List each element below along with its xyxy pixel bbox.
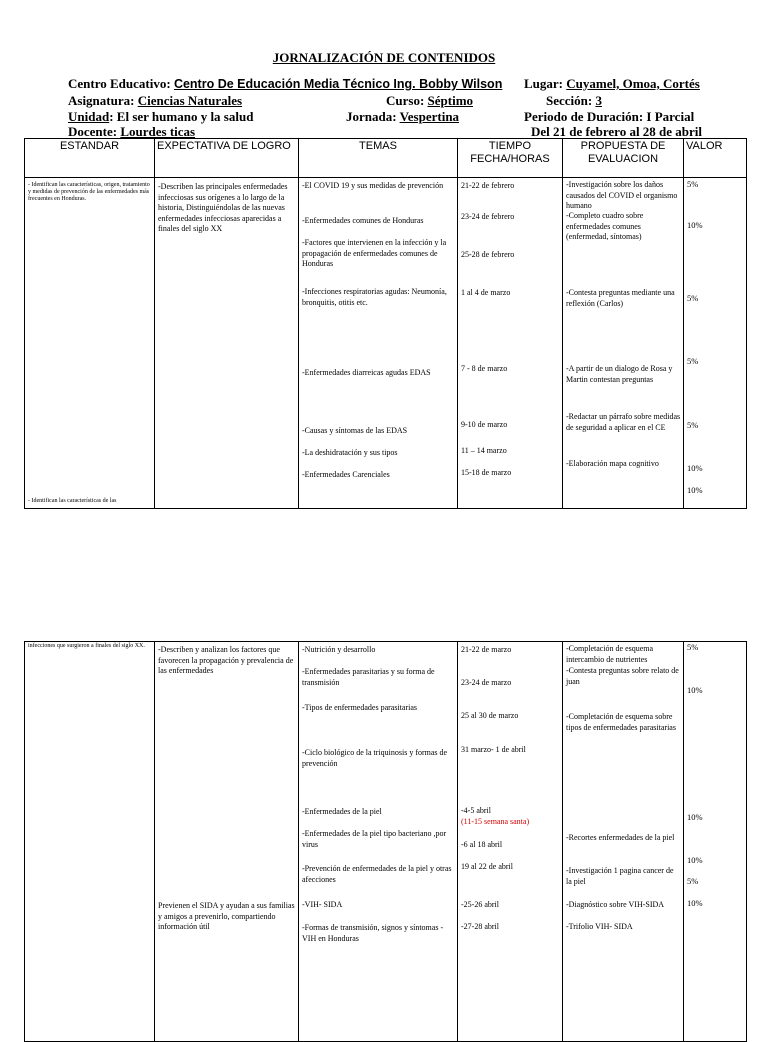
temas-cell	[299, 178, 458, 509]
jornada-value: Vespertina	[399, 109, 460, 124]
expectativa-text: Previenen el SIDA y ayudan a sus familias y amigos a prevenirlo, compartiendo información útil	[158, 901, 295, 931]
tiempo-item: 15-18 de marzo	[461, 468, 512, 477]
valor-cell	[684, 642, 747, 1042]
tema-item: -VIH- SIDA	[302, 900, 343, 909]
valor-item: 10%	[687, 685, 703, 695]
seccion-label: Sección:	[546, 93, 593, 108]
col-propuesta: PROPUESTA DE EVALUACION	[563, 139, 684, 178]
unidad	[68, 109, 253, 125]
valor-cell	[684, 178, 747, 509]
tiempo-item: 25-28 de febrero	[461, 250, 515, 259]
col-estandar: ESTANDAR	[25, 139, 155, 178]
asignatura-label: Asignatura:	[68, 93, 135, 108]
docente-value: Lourdes ticas	[120, 124, 196, 139]
tiempo-item: 21-22 de febrero	[461, 181, 515, 190]
valor-item: 10%	[687, 220, 703, 230]
curso-label: Curso:	[386, 93, 425, 108]
expectativa-text: -Describen las principales enfermedades infecciosas sus orígenes a lo largo de la historia, Distinguiéndolas de las nuevas enfermedades infecciosas aparecidas a finales del siglo XX	[158, 182, 288, 233]
curso	[386, 93, 473, 109]
estandar-text: - Identifican las características de las	[28, 498, 117, 504]
lugar-label: Lugar:	[524, 76, 563, 91]
jornada-label: Jornada:	[346, 109, 397, 124]
expectativa-cell	[155, 178, 299, 509]
tiempo-item: 31 marzo- 1 de abril	[461, 745, 526, 754]
tiempo-item: 9-10 de marzo	[461, 420, 508, 429]
propuesta-item: -Completación de esquema sobre tipos de enfermedades parasitarias	[566, 712, 676, 732]
valor-item: 10%	[687, 812, 703, 822]
unidad-label: Unidad	[68, 109, 110, 124]
tiempo-cell	[458, 642, 563, 1042]
valor-item: 5%	[687, 293, 699, 303]
expectativa-cell	[155, 642, 299, 1042]
tiempo-item: 23-24 de marzo	[461, 678, 512, 687]
tema-item: -Enfermedades comunes de Honduras	[302, 216, 424, 225]
tema-item: -Infecciones respiratorias agudas: Neumonía, bronquitis, otitis etc.	[302, 287, 447, 307]
tiempo-item: 21-22 de marzo	[461, 645, 512, 654]
tiempo-item: -6 al 18 abril	[461, 840, 503, 849]
header-row	[25, 139, 747, 178]
table-row	[25, 642, 747, 1042]
valor-item: 5%	[687, 179, 699, 189]
tema-item: -Ciclo biológico de la triquinosis y formas de prevención	[302, 748, 448, 768]
seccion-value: 3	[595, 93, 602, 108]
propuesta-item: -Elaboración mapa cognitivo	[566, 459, 659, 468]
tema-item: -Factores que intervienen en la infección y la propagación de enfermedades comunes de Honduras	[302, 238, 447, 268]
tiempo-item: -27-28 abril	[461, 922, 499, 931]
estandar-text: - Identifican las características, origen, tratamiento y medidas de prevención de las enfermedades más frecuentes en Honduras.	[28, 182, 150, 202]
propuesta-cell	[563, 178, 684, 509]
col-temas: TEMAS	[299, 139, 458, 178]
tema-item: -Enfermedades de la piel	[302, 807, 382, 816]
tema-item: -Enfermedades diarreicas agudas EDAS	[302, 368, 431, 377]
centro-educativo	[68, 76, 502, 92]
expectativa-text: -Describen y analizan los factores que favorecen la propagación y prevalencia de las enfermedades	[158, 645, 294, 675]
tiempo-item: 1 al 4 de marzo	[461, 288, 511, 297]
propuesta-item: -Redactar un párrafo sobre medidas de seguridad a aplicar en el CE	[566, 412, 681, 432]
estandar-cell	[25, 178, 155, 509]
col-expectativa: EXPECTATIVA DE LOGRO	[155, 139, 299, 178]
tema-item: -El COVID 19 y sus medidas de prevención	[302, 181, 444, 190]
valor-item: 5%	[687, 420, 699, 430]
propuesta-item: -Trifolio VIH- SIDA	[566, 922, 633, 931]
propuesta-item: -Completo cuadro sobre enfermedades comunes (enfermedad, síntomas)	[566, 211, 644, 241]
tiempo-item: -25-26 abril	[461, 900, 499, 909]
col-tiempo: TIEMPO FECHA/HORAS	[458, 139, 563, 178]
tema-item: -Enfermedades de la piel tipo bacteriano ,por virus	[302, 829, 447, 849]
lugar-value: Cuyamel, Omoa, Cortés	[566, 76, 700, 91]
valor-item: 10%	[687, 485, 703, 495]
valor-item: 10%	[687, 898, 703, 908]
lugar	[524, 76, 700, 92]
valor-item: 10%	[687, 463, 703, 473]
tema-item: -Prevención de enfermedades de la piel y otras afecciones	[302, 864, 452, 884]
estandar-cell	[25, 642, 155, 1042]
semana-santa-note: (11-15 semana santa)	[461, 817, 530, 826]
table-1	[24, 138, 747, 509]
tema-item: -Enfermedades parasitarias y su forma de transmisión	[302, 667, 435, 687]
propuesta-item: -Investigación 1 pagina cancer de la piel	[566, 866, 674, 886]
propuesta-item: -Investigación sobre los daños causados del COVID el organismo humano	[566, 180, 678, 210]
tiempo-item: 23-24 de febrero	[461, 212, 515, 221]
jornada	[346, 109, 459, 125]
fechas: Del 21 de febrero al 28 de abril	[531, 124, 703, 139]
propuesta-item: -Contesta preguntas sobre relato de juan	[566, 666, 679, 686]
tema-item: -Nutrición y desarrollo	[302, 645, 376, 654]
valor-item: 10%	[687, 855, 703, 865]
centro-label: Centro Educativo:	[68, 76, 171, 91]
asignatura-value: Ciencias Naturales	[137, 93, 243, 108]
curso-value: Séptimo	[427, 93, 474, 108]
estandar-text: infecciones que surgieron a finales del siglo XX.	[28, 643, 145, 649]
asignatura	[68, 93, 242, 109]
periodo: Periodo de Duración: I Parcial	[524, 109, 695, 124]
tiempo-item: 7 - 8 de marzo	[461, 364, 508, 373]
unidad-value: : El ser humano y la salud	[109, 109, 254, 124]
col-valor: VALOR	[684, 139, 747, 178]
propuesta-item: -Completación de esquema intercambio de nutrientes	[566, 644, 654, 664]
propuesta-item: -Diagnóstico sobre VIH-SIDA	[566, 900, 665, 909]
tema-item: -Formas de transmisión, signos y síntomas -VIH en Honduras	[302, 923, 444, 943]
docente-label: Docente:	[68, 124, 118, 139]
temas-cell	[299, 642, 458, 1042]
propuesta-item: -Recortes enfermedades de la piel	[566, 833, 675, 842]
tiempo-item: 19 al 22 de abril	[461, 862, 513, 871]
tiempo-item: -4-5 abril	[461, 806, 491, 815]
tema-item: -Tipos de enfermedades parasitarias	[302, 703, 417, 712]
propuesta-item: -A partir de un dialogo de Rosa y Martin contestan preguntas	[566, 364, 673, 384]
valor-item: 5%	[687, 642, 699, 652]
tiempo-cell	[458, 178, 563, 509]
propuesta-item: -Contesta preguntas mediante una reflexión (Carlos)	[566, 288, 675, 308]
centro-value: Centro De Educación Media Técnico Ing. Bobby Wilson	[173, 77, 503, 91]
valor-item: 5%	[687, 876, 699, 886]
tiempo-item: 25 al 30 de marzo	[461, 711, 519, 720]
tema-item: -Causas y síntomas de las EDAS	[302, 426, 408, 435]
propuesta-cell	[563, 642, 684, 1042]
tema-item: -La deshidratación y sus tipos	[302, 448, 398, 457]
seccion	[546, 93, 602, 109]
tema-item: -Enfermedades Carenciales	[302, 470, 390, 479]
page-title: JORNALIZACIÓN DE CONTENIDOS	[272, 50, 496, 65]
tiempo-item: 11 – 14 marzo	[461, 446, 507, 455]
table-row	[25, 178, 747, 509]
valor-item: 5%	[687, 356, 699, 366]
table-2	[24, 641, 747, 1042]
